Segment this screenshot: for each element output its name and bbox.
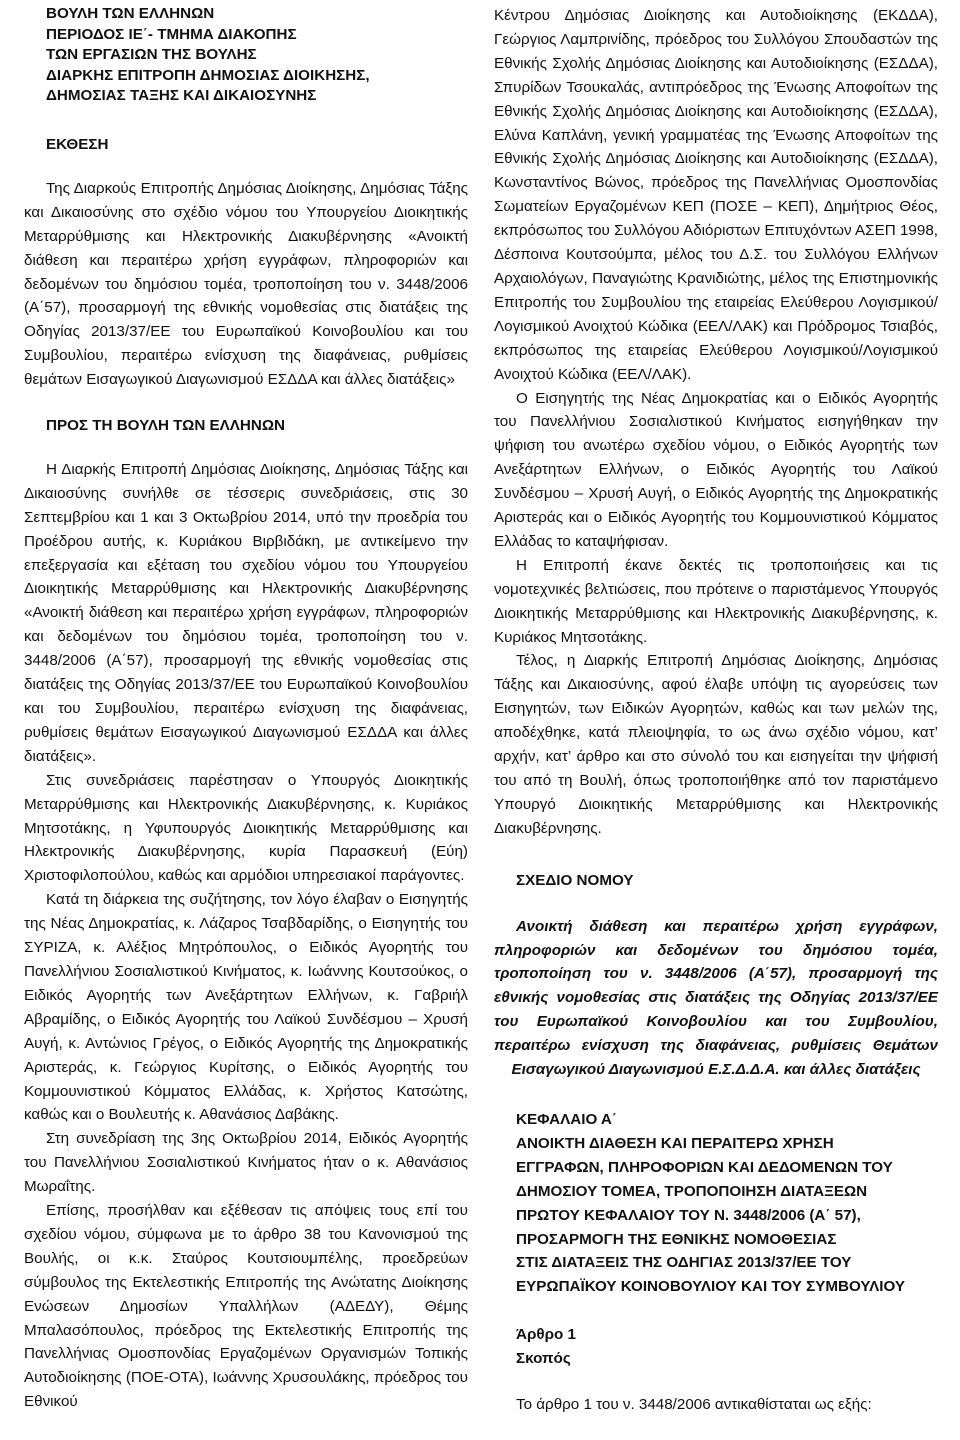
- chapter-line: ΑΝΟΙΚΤΗ ΔΙΑΘΕΣΗ ΚΑΙ ΠΕΡΑΙΤΕΡΩ ΧΡΗΣΗ: [516, 1134, 834, 1152]
- right-paragraph: Ο Εισηγητής της Νέας Δημοκρατίας και ο Ειδικός Αγορητής του Πανελλήνιου Σοσιαλιστικού Κινήματος εισηγήθηκαν την ψήφιση του ανωτέρω σχεδίου νόμου, ο Ειδικός Αγορητής των Ανεξάρτητων Ελλήνων, ο Ειδικός Αγορητής του Λαϊκού Συνδέσμου – Χρυσή Αυγή, ο Ειδικός Αγορητής της Δημοκρατικής Αριστεράς και ο Ειδικός Αγορητής του Κομμουνιστικού Κόμματος Ελλάδας το καταψήφισαν.: [494, 389, 938, 550]
- header-line: ΔΙΑΡΚΗΣ ΕΠΙΤΡΟΠΗ ΔΗΜΟΣΙΑΣ ΔΙΟΙΚΗΣΗΣ,: [46, 66, 370, 84]
- left-paragraph: Η Διαρκής Επιτροπή Δημόσιας Διοίκησης, Δημόσιας Τάξης και Δικαιοσύνης συνήλθε σε τέσσερις συνεδριάσεις, στις 30 Σεπτεμβρίου και 1 και 3 Οκτωβρίου 2014, υπό την προεδρία του Προέδρου αυτής, κ. Κυριάκου Βιρβιδάκη, με αντικείμενο την επεξεργασία και εξέταση του σχεδίου νόμου του Υπουργείου Διοικητικής Μεταρρύθμισης και Ηλεκτρονικής Διακυβέρνησης «Ανοικτή διάθεση και περαιτέρω χρήση εγγράφων, πληροφοριών και δεδομένων του δημόσιου τομέα, τροποποίηση του ν. 3448/2006 (Α΄57), προσαρμογή της εθνικής νομοθεσίας στις διατάξεις της Οδηγίας 2013/37/ΕΕ του Ευρωπαϊκού Κοινοβουλίου και του Συμβουλίου, περαιτέρω ενίσχυση της διαφάνειας, ρυθμίσεις θεμάτων Εισαγωγικού Διαγωνισμού ΕΣΔΔΑ και άλλες διατάξεις».: [24, 460, 468, 765]
- bill-title: ΣΧΕΔΙΟ ΝΟΜΟΥ: [516, 871, 634, 889]
- header-line: ΠΕΡΙΟΔΟΣ ΙΕ΄- ΤΜΗΜΑ ΔΙΑΚΟΠΗΣ: [46, 25, 297, 43]
- chapter-line: ΣΤΙΣ ΔΙΑΤΑΞΕΙΣ ΤΗΣ ΟΔΗΓΙΑΣ 2013/37/ΕΕ ΤΟΥ: [516, 1254, 852, 1272]
- report-intro: Της Διαρκούς Επιτροπής Δημόσιας Διοίκησης, Δημόσιας Τάξης και Δικαιοσύνης στο σχέδιο νόμου του Υπουργείου Διοικητικής Μεταρρύθμισης και Ηλεκτρονικής Διακυβέρνησης «Ανοικτή διάθεση και περαιτέρω χρήση εγγράφων, πληροφοριών και δεδομένων του δημόσιου τομέα, τροποποίηση του ν. 3448/2006 (Α΄57), προσαρμογή της εθνικής νομοθεσίας στις διατάξεις της Οδηγίας 2013/37/ΕΕ του Ευρωπαϊκού Κοινοβουλίου και του Συμβουλίου, περαιτέρω ενίσχυση της διαφάνειας, ρυθμίσεις θεμάτων Εισαγωγικού Διαγωνισμού ΕΣΔΔΑ και άλλες διατάξεις»: [24, 179, 468, 389]
- left-column: [24, 4, 468, 1440]
- left-paragraph: Στη συνεδρίαση της 3ης Οκτωβρίου 2014, Ειδικός Αγορητής του Πανελλήνιου Σοσιαλιστικού Κινήματος ήταν ο κ. Αθανάσιος Μωραΐτης.: [24, 1130, 468, 1196]
- right-paragraph: Η Επιτροπή έκανε δεκτές τις τροποποιήσεις και τις νομοτεχνικές βελτιώσεις, που πρότεινε ο παριστάμενος Υπουργός Διοικητικής Μεταρρύθμισης και Ηλεκτρονικής Διακυβέρνησης, κ. Κυριάκος Μητσοτάκης.: [494, 556, 938, 646]
- addressee-heading: ΠΡΟΣ ΤΗ ΒΟΥΛΗ ΤΩΝ ΕΛΛΗΝΩΝ: [46, 417, 285, 435]
- report-title: ΕΚΘΕΣΗ: [46, 135, 109, 153]
- right-column: [494, 4, 938, 1440]
- chapter-line: ΚΕΦΑΛΑΙΟ Α΄: [516, 1110, 617, 1128]
- chapter-line: ΠΡΩΤΟΥ ΚΕΦΑΛΑΙΟΥ ΤΟΥ Ν. 3448/2006 (Α΄ 57),: [516, 1206, 861, 1224]
- bill-subtitle: Ανοικτή διάθεση και περαιτέρω χρήση εγγράφων, πληροφοριών και δεδομένων του δημόσιου τομέα, τροποποίηση του ν. 3448/2006 (Α΄57), προσαρμογή της εθνικής νομοθεσίας στις διατάξεις της Οδηγίας 2013/37/ΕΕ του Ευρωπαϊκού Κοινοβουλίου και του Συμβουλίου, περαιτέρω ενίσχυση της διαφάνειας, ρυθμίσεις Θεμάτων Εισαγωγικού Διαγωνισμού Ε.Σ.Δ.Δ.Α. και άλλες διατάξεις: [494, 917, 938, 1079]
- article-text: Το άρθρο 1 του ν. 3448/2006 αντικαθίσταται ως εξής:: [516, 1396, 872, 1414]
- article-title: Σκοπός: [516, 1350, 571, 1368]
- right-paragraph: Κέντρου Δημόσιας Διοίκησης και Αυτοδιοίκησης (ΕΚΔΔΑ), Γεώργιος Λαμπρινίδης, πρόεδρος του Συλλόγου Σπουδαστών της Εθνικής Σχολής Δημόσιας Διοίκησης και Αυτοδιοίκησης (ΕΣΔΔΑ), Σπυρίδων Τσουκαλάς, αντιπρόεδρος της Ένωσης Αποφοίτων της Εθνικής Σχολής Δημόσιας Διοίκησης και Αυτοδιοίκησης (ΕΣΔΔΑ), Ελύνα Καπλάνη, γενική γραμματέας της Ένωσης Αποφοίτων της Εθνικής Σχολής Δημόσιας Διοίκησης και Αυτοδιοίκησης (ΕΣΔΔΑ), Κωνσταντίνος Βώνος, πρόεδρος της Πανελλήνιας Ομοσπονδίας Σωματείων Εργαζομένων ΚΕΠ (ΠΟΣΕ – ΚΕΠ), Δημήτριος Θέος, εκπρόσωπος του Συλλόγου Αδιόριστων Επιτυχόντων ΑΣΕΠ 1998, Δέσποινα Κουτσούμπα, μέλος του Δ.Σ. του Συλλόγου Ελλήνων Αρχαιολόγων, Παναγιώτης Κρανιδιώτης, μέλος της Επιστημονικής Επιτροπής του Συμβουλίου της εταιρείας Ελεύθερου Λογισμικού/Λογισμικού Ανοιχτού Κώδικα (ΕΕΛ/ΛΑΚ) και Πρόδρομος Τσιαβός, εκπρόσωπος της εταιρείας Ελεύθερου Λογισμικού/Λογισμικού Ανοιχτού Κώδικα (ΕΕΛ/ΛΑΚ).: [494, 7, 938, 383]
- left-paragraph: Κατά τη διάρκεια της συζήτησης, τον λόγο έλαβαν ο Εισηγητής της Νέας Δημοκρατίας, κ. Λάζαρος Τσαβδαρίδης, ο Εισηγητής του ΣΥΡΙΖΑ, κ. Αλέξιος Μητρόπουλος, ο Ειδικός Αγορητής του Πανελλήνιου Σοσιαλιστικού Κινήματος, κ. Ιωάννης Κουτσούκος, ο Ειδικός Αγορητής των Ανεξάρτητων Ελλήνων, κ. Γαβριήλ Αβραμίδης, ο Ειδικός Αγορητής του Λαϊκού Συνδέσμου – Χρυσή Αυγή, κ. Αντώνιος Γρέγος, ο Ειδικός Αγορητής της Δημοκρατικής Αριστεράς, κ. Γεώργιος Κυρίτσης, ο Ειδικός Αγορητής του Κομμουνιστικού Κόμματος Ελλάδας, κ. Χρήστος Κατσώτης, καθώς και ο Βουλευτής κ. Αθανάσιος Δαβάκης.: [24, 891, 468, 1124]
- chapter-line: ΠΡΟΣΑΡΜΟΓΗ ΤΗΣ ΕΘΝΙΚΗΣ ΝΟΜΟΘΕΣΙΑΣ: [516, 1230, 837, 1248]
- right-paragraph: Τέλος, η Διαρκής Επιτροπή Δημόσιας Διοίκησης, Δημόσιας Τάξης και Δικαιοσύνης, αφού έλαβε υπόψη τις αγορεύσεις των Εισηγητών, των Ειδικών Αγορητών, καθώς και των μελών της, αποδέχθηκε, κατά πλειοψηφία, το ως άνω σχέδιο νόμου, κατ’ αρχήν, κατ’ άρθρο και στο σύνολό του και εισηγείται την ψήφισή του από τη Βουλή, όπως τροποποιήθηκε από τον παριστάμενο Υπουργό Διοικητικής Μεταρρύθμισης και Ηλεκτρονικής Διακυβέρνησης.: [494, 652, 938, 837]
- chapter-line: ΔΗΜΟΣΙΟΥ ΤΟΜΕΑ, ΤΡΟΠΟΠΟΙΗΣΗ ΔΙΑΤΑΞΕΩΝ: [516, 1182, 868, 1200]
- header-line: ΤΩΝ ΕΡΓΑΣΙΩΝ ΤΗΣ ΒΟΥΛΗΣ: [46, 46, 257, 64]
- left-paragraph: Στις συνεδριάσεις παρέστησαν ο Υπουργός Διοικητικής Μεταρρύθμισης και Ηλεκτρονικής Διακυβέρνησης, κ. Κυριάκος Μητσοτάκης, η Υφυπουργός Διοικητικής Μεταρρύθμισης και Ηλεκτρονικής Διακυβέρνησης, κυρία Παρασκευή (Εύη) Χριστοφιλοπούλου, καθώς και αρμόδιοι υπηρεσιακοί παράγοντες.: [24, 771, 468, 885]
- header-line: ΔΗΜΟΣΙΑΣ ΤΑΞΗΣ ΚΑΙ ΔΙΚΑΙΟΣΥΝΗΣ: [46, 87, 317, 105]
- header-line: ΒΟΥΛΗ ΤΩΝ ΕΛΛΗΝΩΝ: [46, 5, 215, 22]
- article-number: Άρθρο 1: [516, 1326, 576, 1344]
- chapter-heading: [494, 1108, 938, 1299]
- chapter-line: ΕΥΡΩΠΑΪΚΟΥ ΚΟΙΝΟΒΟΥΛΙΟΥ ΚΑΙ ΤΟΥ ΣΥΜΒΟΥΛΙΟΥ: [516, 1278, 906, 1296]
- left-paragraph: Επίσης, προσήλθαν και εξέθεσαν τις απόψεις τους επί του σχεδίου νόμου, σύμφωνα με το άρθρο 38 του Κανονισμού της Βουλής, οι κ.κ. Σταύρος Κουτσιουμπέλης, προεδρεύων σύμβουλος της Εκτελεστικής Επιτροπής της Ανώτατης Διοίκησης Ενώσεων Δημοσίων Υπαλλήλων (ΑΔΕΔΥ), Θέμης Μπαλασόπουλος, πρόεδρος της Εκτελεστικής Επιτροπής της Πανελλήνιας Ομοσπονδίας Εργαζομένων Οργανισμών Τοπικής Αυτοδιοίκησης (ΠΟΕ-ΟΤΑ), Ιωάννης Χρυσουλάκης, πρόεδρος του Εθνικού: [24, 1202, 468, 1411]
- chapter-line: ΕΓΓΡΑΦΩΝ, ΠΛΗΡΟΦΟΡΙΩΝ ΚΑΙ ΔΕΔΟΜΕΝΩΝ ΤΟΥ: [516, 1158, 893, 1176]
- document-header: [24, 4, 468, 107]
